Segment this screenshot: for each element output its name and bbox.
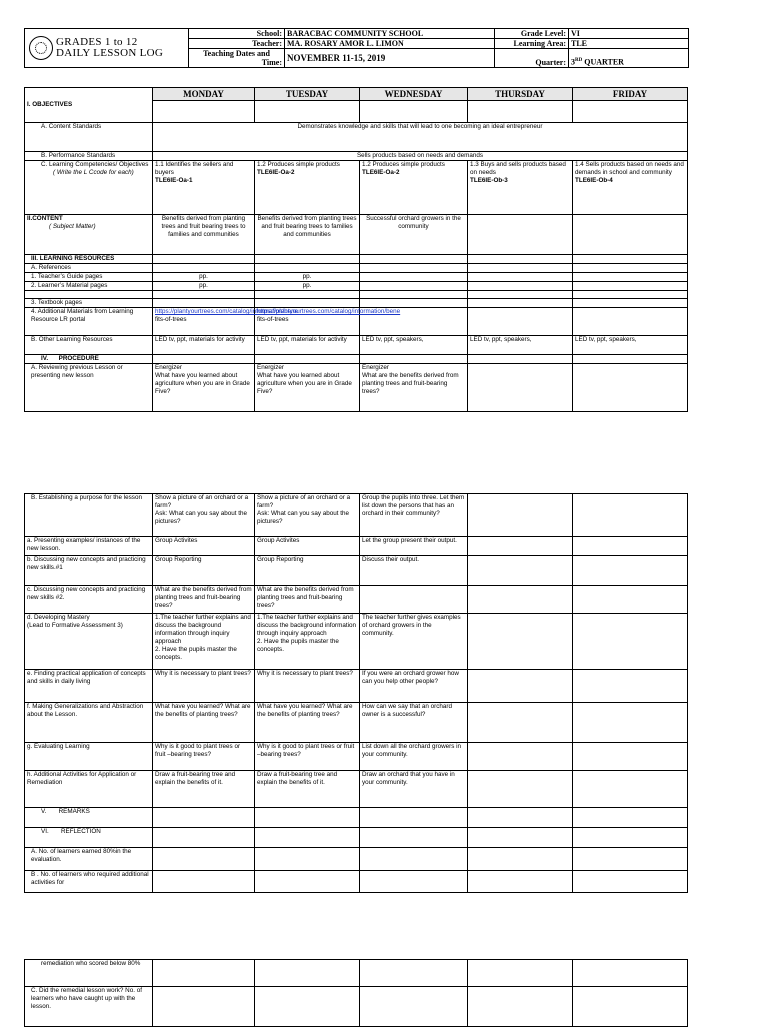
generalization-label: f. Making Generalizations and Abstraction about the Lesson. [25, 703, 153, 743]
learning-area-label: Learning Area: [495, 39, 569, 49]
additional-materials-label: 4. Additional Materials from Learning Resource LR portal [25, 308, 153, 336]
competency-wednesday: 1.2 Produces simple products TLE6IE-Oa-2 [360, 161, 468, 215]
additional-activities-wednesday: Draw an orchard that you have in your community. [360, 771, 468, 808]
evaluating-wednesday: List down all the orchard growers in your community. [360, 743, 468, 771]
discuss1-label: b. Discussing new concepts and practicing new skills.#1 [25, 556, 153, 586]
lm-pages-monday: pp. [153, 282, 255, 291]
lesson-table-part2 [24, 493, 688, 893]
teaching-dates-label: Teaching Dates and Time: [189, 49, 285, 68]
evaluating-label: g. Evaluating Learning [25, 743, 153, 771]
teacher-label: Teacher: [189, 39, 285, 49]
practical-label: e. Finding practical application of concepts and skills in daily living [25, 670, 153, 703]
header-title-line2: DAILY LESSON LOG [56, 47, 164, 59]
review-wednesday: Energizer What are the benefits derived from planting trees and fruit-bearing trees? [360, 364, 468, 412]
tg-pages-monday: pp. [153, 273, 255, 282]
teacher-value: MA. ROSARY AMOR L. LIMON [285, 39, 495, 49]
practical-tuesday: Why it is necessary to plant trees? [255, 670, 360, 703]
day-header-monday: MONDAY [153, 88, 255, 101]
competencies-label: C. Learning Competencies/ Objectives ( Write the L Ccode for each) [25, 161, 153, 215]
mastery-label: d. Developing Mastery (Lead to Formative Assessment 3) [25, 614, 153, 670]
examples-label: a. Presenting examples/ instances of the new lesson. [25, 537, 153, 556]
content-wednesday: Successful orchard growers in the community [360, 215, 468, 255]
content-standards-label: A. Content Standards [25, 123, 153, 152]
other-resources-friday: LED tv, ppt, speakers, [573, 336, 688, 355]
generalization-tuesday: What have you learned? What are the benefits of planting trees? [255, 703, 360, 743]
review-tuesday: Energizer What have you learned about agriculture when you are in Grade Five? [255, 364, 360, 412]
quarter-value: 3RD QUARTER [569, 49, 689, 68]
other-resources-tuesday: LED tv, ppt, materials for activity [255, 336, 360, 355]
performance-standards-label: B. Performance Standards [25, 152, 153, 161]
purpose-wednesday: Group the pupils into three. Let them list down the persons that has an orchard in their community? [360, 494, 468, 537]
discuss1-wednesday: Discuss their output. [360, 556, 468, 586]
lesson-table-part3 [24, 959, 688, 1027]
other-resources-monday: LED tv, ppt, materials for activity [153, 336, 255, 355]
day-header-wednesday: WEDNESDAY [360, 88, 468, 101]
discuss2-tuesday: What are the benefits derived from planting trees and fruit-bearing trees? [255, 586, 360, 614]
header-brand [25, 29, 189, 68]
competency-friday: 1.4 Sells products based on needs and demands in school and community TLE6IE-Ob-4 [573, 161, 688, 215]
lesson-log-header [24, 28, 689, 68]
grade-level-label: Grade Level: [495, 29, 569, 39]
lm-pages-tuesday: pp. [255, 282, 360, 291]
tg-pages-tuesday: pp. [255, 273, 360, 282]
additional-activities-tuesday: Draw a fruit-bearing tree and explain the benefits of it. [255, 771, 360, 808]
teachers-guide-label: 1. Teacher’s Guide pages [25, 273, 153, 282]
learners-80-label: A. No. of learners earned 80%in the evaluation. [25, 848, 153, 871]
content-standards-text: Demonstrates knowledge and skills that will lead to one becoming an ideal entrepreneur [153, 123, 688, 152]
generalization-monday: What have you learned? What are the benefits of planting trees? [153, 703, 255, 743]
competency-thursday: 1.3 Buys and sells products based on needs TLE6IE-Ob-3 [468, 161, 573, 215]
examples-monday: Group Activites [153, 537, 255, 556]
remediation-cont-label: remediation who scored below 80% [25, 960, 153, 987]
remedial-work-label: C. Did the remedial lesson work? No. of learners who have caught up with the lesson. [25, 987, 153, 1027]
procedure-heading: IV. PROCEDURE [25, 355, 153, 364]
review-lesson-label: A. Reviewing previous Lesson or presenting new lesson [25, 364, 153, 412]
reflection-heading: VI. REFLECTION [25, 828, 153, 848]
competency-monday: 1.1 Identifies the sellers and buyers TLE6IE-Oa-1 [153, 161, 255, 215]
review-monday: Energizer What have you learned about agriculture when you are in Grade Five? [153, 364, 255, 412]
purpose-label: B. Establishing a purpose for the lesson [25, 494, 153, 537]
teaching-dates-value: NOVEMBER 11-15, 2019 [285, 49, 495, 68]
additional-activities-monday: Draw a fruit-bearing tree and explain the benefits of it. [153, 771, 255, 808]
header-title-line1: GRADES 1 to 12 [56, 36, 138, 48]
day-header-friday: FRIDAY [573, 88, 688, 101]
references-label: A. References [25, 264, 153, 273]
textbook-label: 3. Textbook pages [25, 299, 153, 308]
examples-wednesday: Let the group present their output. [360, 537, 468, 556]
mastery-wednesday: The teacher further gives examples of orchard growers in the community. [360, 614, 468, 670]
discuss2-monday: What are the benefits derived from planting trees and fruit-bearing trees? [153, 586, 255, 614]
content-tuesday: Benefits derived from planting trees and fruit bearing trees to families and communities [255, 215, 360, 255]
purpose-tuesday: Show a picture of an orchard or a farm? Ask: What can you say about the pictures? [255, 494, 360, 537]
other-resources-thursday: LED tv, ppt, speakers, [468, 336, 573, 355]
purpose-monday: Show a picture of an orchard or a farm? Ask: What can you say about the pictures? [153, 494, 255, 537]
grade-level-value: VI [569, 29, 689, 39]
lr-portal-link-monday[interactable]: https://plantyourtrees.com/catalog/information/bene [155, 308, 299, 315]
mastery-tuesday: 1.The teacher further explains and discuss the background information through inquiry approach 2. Have the pupils master the concepts. [255, 614, 360, 670]
other-resources-label: B. Other Learning Resources [25, 336, 153, 355]
performance-standards-text: Sells products based on needs and demands [153, 152, 688, 161]
practical-monday: Why it is necessary to plant trees? [153, 670, 255, 703]
lr-portal-monday: https://plantyourtrees.com/catalog/information/bene fits-of-trees [153, 308, 255, 336]
evaluating-monday: Why is it good to plant trees or fruit –bearing trees? [153, 743, 255, 771]
remediation-label: B . No. of learners who required additional activities for [25, 871, 153, 893]
school-value: BARACBAC COMMUNITY SCHOOL [285, 29, 495, 39]
learning-area-value: TLE [569, 39, 689, 49]
deped-seal-icon [29, 36, 53, 60]
content-label: II.CONTENT ( Subject Matter) [25, 215, 153, 255]
practical-wednesday: If you were an orchard grower how can you help other people? [360, 670, 468, 703]
lesson-table-part1 [24, 87, 688, 412]
objectives-heading: I. OBJECTIVES [25, 88, 153, 123]
learning-resources-heading: III. LEARNING RESOURCES [25, 255, 153, 264]
remarks-heading: V. REMARKS [25, 808, 153, 828]
competency-tuesday: 1.2 Produces simple products TLE6IE-Oa-2 [255, 161, 360, 215]
day-header-tuesday: TUESDAY [255, 88, 360, 101]
school-label: School: [189, 29, 285, 39]
quarter-label: Quarter: [495, 49, 569, 68]
learners-material-label: 2. Learner’s Material pages [25, 282, 153, 291]
evaluating-tuesday: Why is it good to plant trees or fruit –bearing trees? [255, 743, 360, 771]
lr-portal-tuesday: https://plantyourtrees.com/catalog/information/bene fits-of-trees [255, 308, 360, 336]
other-resources-wednesday: LED tv, ppt, speakers, [360, 336, 468, 355]
discuss2-label: c. Discussing new concepts and practicing new skills #2. [25, 586, 153, 614]
lr-portal-link-tuesday[interactable]: https://plantyourtrees.com/catalog/information/bene [257, 308, 401, 315]
additional-activities-label: h. Additional Activities for Application or Remediation [25, 771, 153, 808]
mastery-monday: 1.The teacher further explains and discuss the background information through inquiry approach 2. Have the pupils master the concepts. [153, 614, 255, 670]
discuss1-monday: Group Reporting [153, 556, 255, 586]
discuss1-tuesday: Group Reporting [255, 556, 360, 586]
generalization-wednesday: How can we say that an orchard owner is a successful? [360, 703, 468, 743]
day-header-thursday: THURSDAY [468, 88, 573, 101]
content-monday: Benefits derived from planting trees and fruit bearing trees to families and communities [153, 215, 255, 255]
examples-tuesday: Group Activites [255, 537, 360, 556]
